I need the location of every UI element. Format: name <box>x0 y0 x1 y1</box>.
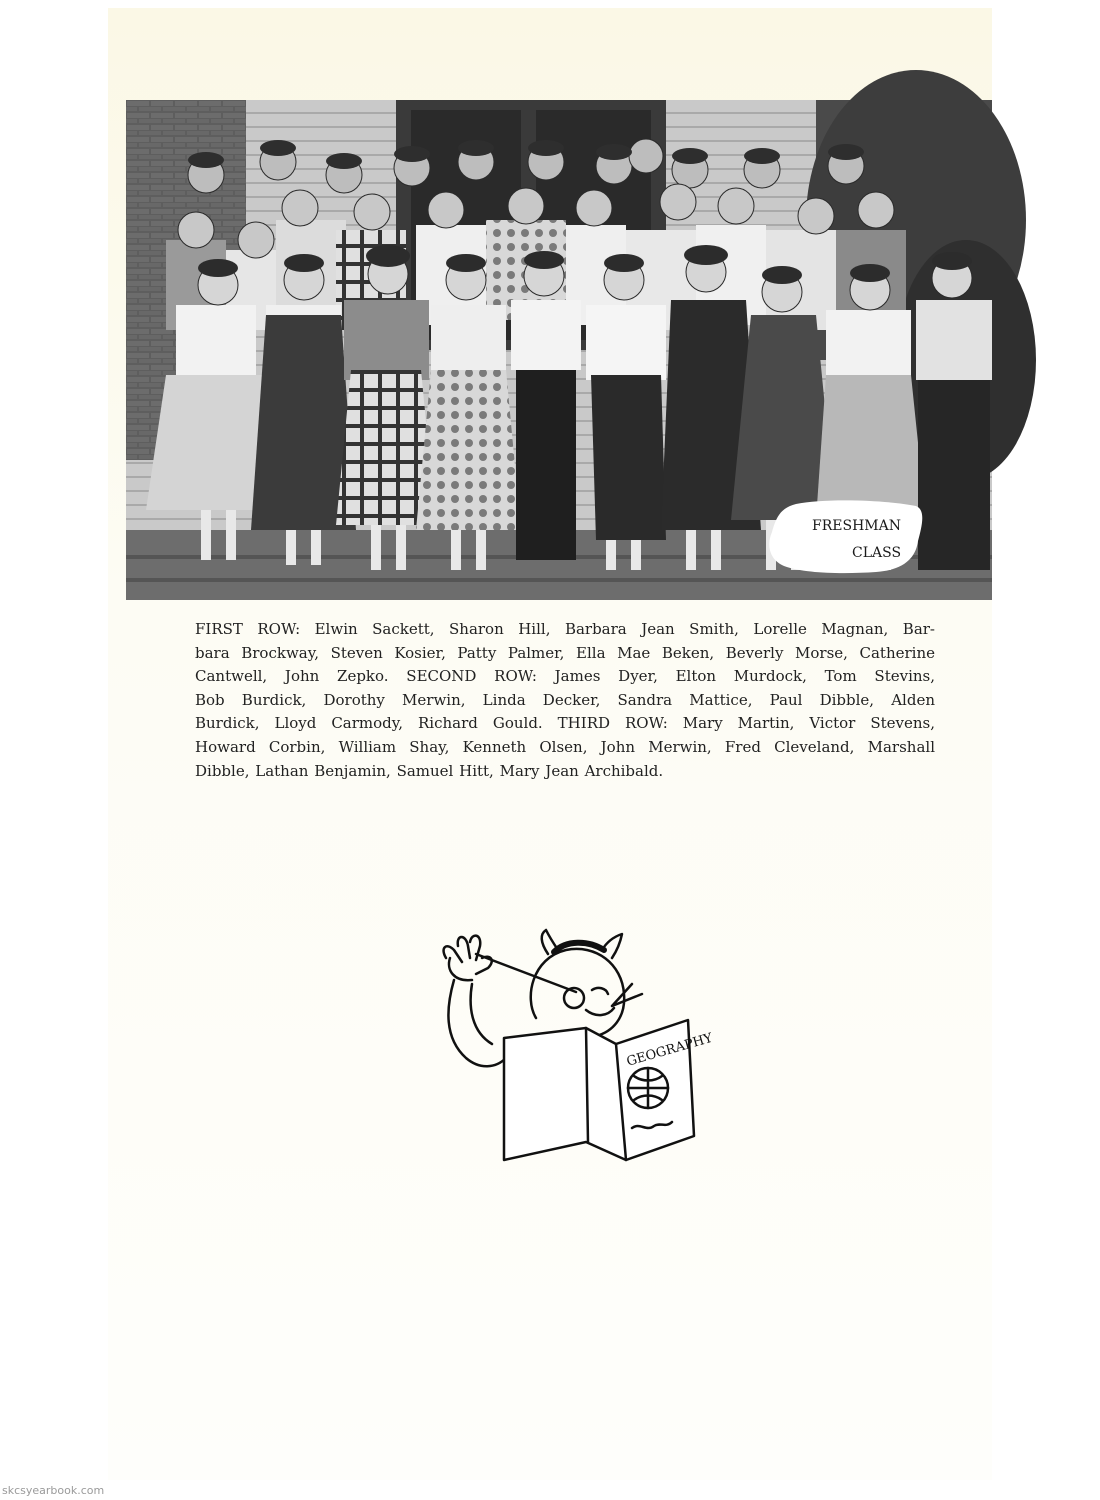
caption-line: Burdick, Lloyd Carmody, Richard Gould. THIRD ROW: Mary Martin, Victor Stevens, <box>195 714 935 733</box>
book-title-text: GEOGRAPHY <box>624 1030 715 1070</box>
devil-reading-book-icon <box>436 928 715 1168</box>
photo-label-blob <box>766 496 926 576</box>
photo-label-class: CLASS <box>852 545 902 561</box>
caption-line: Howard Corbin, William Shay, Kenneth Olsen, John Merwin, Fred Cleveland, Marshall <box>195 737 935 756</box>
caption-line: bara Brockway, Steven Kosier, Patty Palmer, Ella Mae Beken, Beverly Morse, Catherine <box>195 643 935 662</box>
photo-label-freshman: FRESHMAN <box>812 518 901 534</box>
caption-line: FIRST ROW: Elwin Sackett, Sharon Hill, Barbara Jean Smith, Lorelle Magnan, Bar- <box>195 620 935 638</box>
photo-caption <box>195 618 935 783</box>
caption-line: Dibble, Lathan Benjamin, Samuel Hitt, Mary Jean Archibald. <box>195 761 664 780</box>
site-watermark: skcsyearbook.com <box>2 1484 105 1497</box>
caption-line: Cantwell, John Zepko. SECOND ROW: James Dyer, Elton Murdock, Tom Stevins, <box>195 667 935 686</box>
caption-line: Bob Burdick, Dorothy Merwin, Linda Decker, Sandra Mattice, Paul Dibble, Alden <box>195 690 935 709</box>
